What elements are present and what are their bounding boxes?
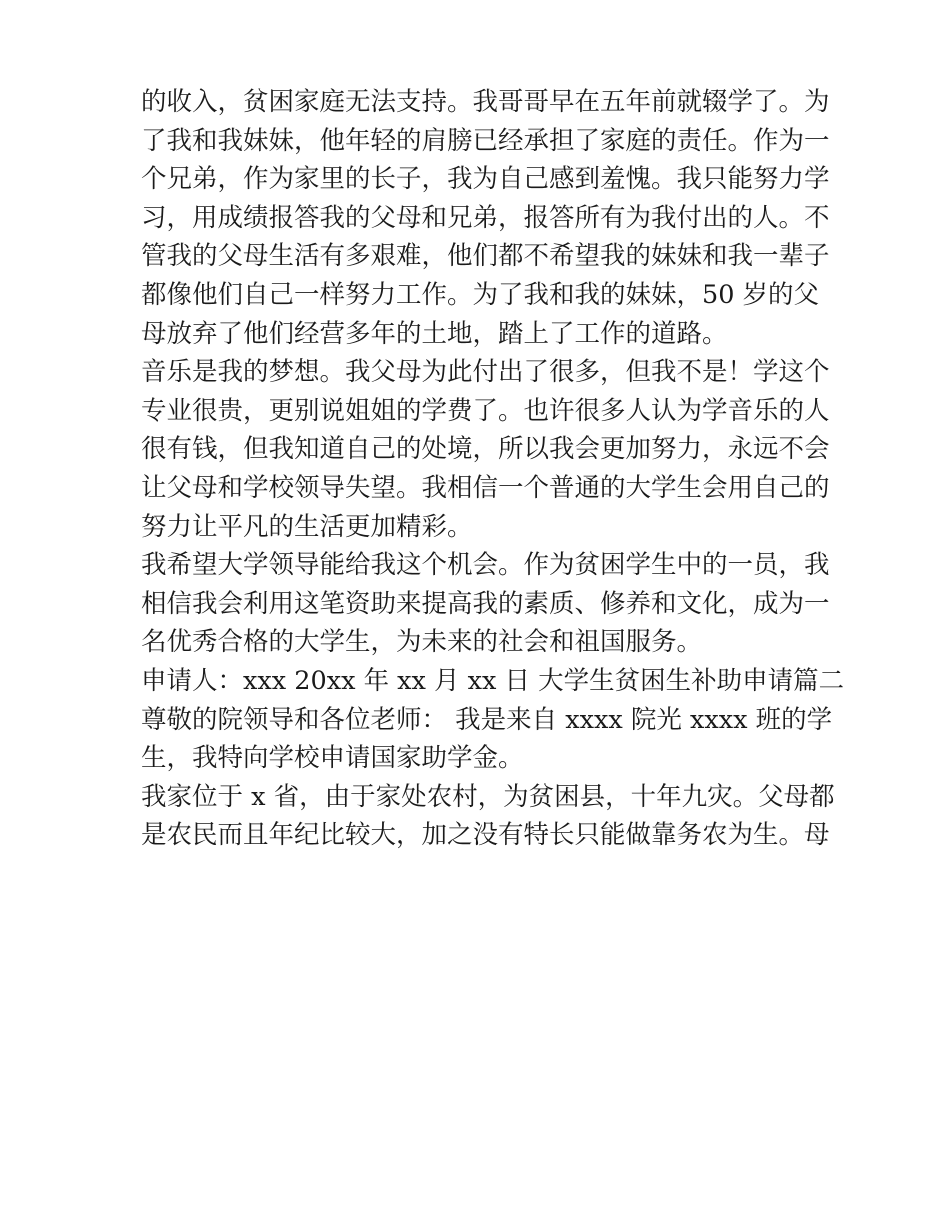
text-line: 母放弃了他们经营多年的土地，踏上了工作的道路。 xyxy=(141,318,728,349)
text-line: 都像他们自己一样努力工作。为了我和我的妹妹，50 岁的父 xyxy=(141,279,820,310)
text-line: 很有钱，但我知道自己的处境，所以我会更加努力，永远不会 xyxy=(141,434,830,465)
document-body xyxy=(141,83,845,855)
text-line: 生，我特向学校申请国家助学金。 xyxy=(141,743,524,774)
text-line: 努力让平凡的生活更加精彩。 xyxy=(141,511,473,542)
text-line: 我希望大学领导能给我这个机会。作为贫困学生中的一员，我 xyxy=(141,550,830,581)
text-line: 是农民而且年纪比较大，加之没有特长只能做靠务农为生。母 xyxy=(141,820,830,851)
text-line: 个兄弟，作为家里的长子，我为自己感到羞愧。我只能努力学 xyxy=(141,164,830,195)
text-line: 让父母和学校领导失望。我相信一个普通的大学生会用自己的 xyxy=(141,472,830,503)
text-line: 名优秀合格的大学生，为未来的社会和祖国服务。 xyxy=(141,627,703,658)
text-line: 尊敬的院领导和各位老师： 我是来自 xxxx 院光 xxxx 班的学 xyxy=(141,704,833,735)
text-line: 专业很贵，更别说姐姐的学费了。也许很多人认为学音乐的人 xyxy=(141,395,830,426)
text-line: 管我的父母生活有多艰难，他们都不希望我的妹妹和我一辈子 xyxy=(141,241,830,272)
text-line: 音乐是我的梦想。我父母为此付出了很多，但我不是！学这个 xyxy=(141,357,830,388)
text-line: 的收入，贫困家庭无法支持。我哥哥早在五年前就辍学了。为 xyxy=(141,87,830,117)
text-line: 申请人：xxx 20xx 年 xx 月 xx 日 大学生贫困生补助申请篇二 xyxy=(141,665,845,696)
text-line: 习，用成绩报答我的父母和兄弟，报答所有为我付出的人。不 xyxy=(141,202,830,233)
text-line: 相信我会利用这笔资助来提高我的素质、修养和文化，成为一 xyxy=(141,588,830,619)
text-line: 我家位于 x 省，由于家处农村，为贫困县，十年九灾。父母都 xyxy=(141,781,835,812)
text-line: 了我和我妹妹，他年轻的肩膀已经承担了家庭的责任。作为一 xyxy=(141,125,830,156)
